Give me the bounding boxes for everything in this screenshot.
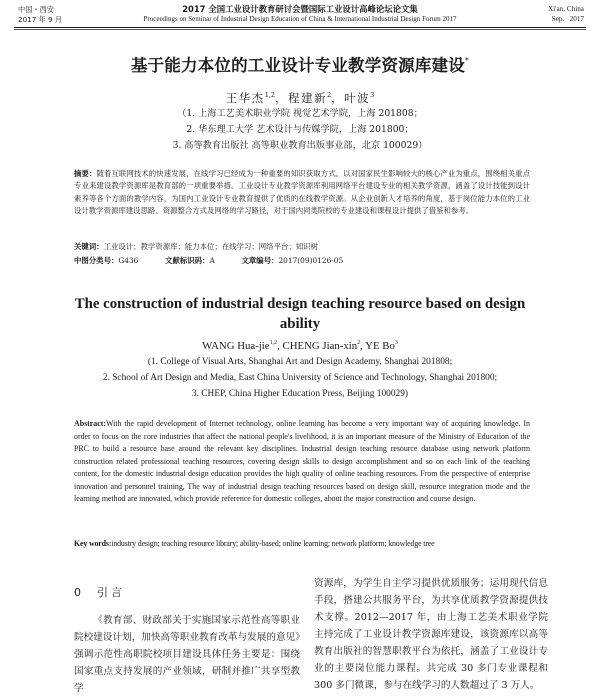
affiliation-cn-3: 3. 高等教育出版社 高等职业教育出版事业部，北京 100029） bbox=[172, 140, 428, 151]
keywords-cn-text: 工业设计；教学资源库；能力本位；在线学习；网络平台；知识树 bbox=[103, 242, 318, 251]
classification-line bbox=[74, 255, 530, 267]
author-en-1: WANG Hua-jie bbox=[202, 340, 270, 352]
clc-label: 中图分类号： bbox=[74, 256, 119, 265]
header-rule-thin bbox=[14, 29, 586, 30]
author-en-3: YE Bo bbox=[365, 340, 395, 352]
author-cn-1: 王华杰 bbox=[225, 91, 265, 105]
paper-title-en: The construction of industrial design teaching resource based on design ability bbox=[74, 296, 526, 332]
section-heading-intro bbox=[74, 584, 125, 600]
affiliation-en-2: 2. School of Art Design and Media, East China University of Science and Technology, Shanghai 201800; bbox=[102, 373, 498, 383]
affiliation-en-1: (1. College of Visual Arts, Shanghai Art and Design Academy, Shanghai 201808; bbox=[147, 357, 453, 367]
section-number: 0 bbox=[74, 586, 84, 599]
author-en-3-sup: 3 bbox=[394, 340, 398, 346]
header-proceedings-cn: 2017 全国工业设计教育研讨会暨国际工业设计高峰论坛论文集 bbox=[182, 4, 418, 14]
affiliation-cn-2: 2. 华东理工大学 艺术设计与传媒学院，上海 201800； bbox=[186, 124, 414, 135]
title-cn-text: 基于能力本位的工业设计专业教学资源库建设 bbox=[130, 56, 465, 75]
abstract-cn bbox=[74, 168, 530, 218]
clc-value: G436 bbox=[118, 256, 139, 265]
header-rule bbox=[14, 27, 586, 28]
header-location: 中国・西安 bbox=[18, 5, 54, 14]
author-cn-3-sup: 3 bbox=[370, 91, 375, 99]
article-no-label: 文章编号： bbox=[241, 256, 279, 265]
abstract-en-label: Abstract: bbox=[74, 419, 106, 428]
abstract-en bbox=[74, 418, 530, 506]
paper-title-cn bbox=[0, 52, 600, 76]
author-cn-3: 叶波 bbox=[344, 91, 371, 105]
keywords-cn-label: 关键词： bbox=[74, 242, 104, 251]
body-column-right: 资源库，为学生自主学习提供优质服务；运用现代信息手段，搭建公共服务平台，为共享优质教学资源提供技术支撑。2012—2017 年，由上海工艺美术职业学院主持完成了工业设计教学资源库建设，该资源库以高等教育出版社的智慧职教平台为依托，涵盖了工业设计专业的主要岗位能力课程。共完成 30 多门专业课程和 300 多门微课，参与在线学习的人数超过了 3 万人。 bbox=[314, 578, 548, 691]
doc-code-value: A bbox=[209, 256, 215, 265]
keywords-cn bbox=[74, 241, 530, 253]
header-city-en: Xi'an, China bbox=[547, 5, 584, 13]
article-no-value: 2017(09)0126-05 bbox=[278, 256, 344, 265]
author-cn-1-sup: 1,2 bbox=[264, 91, 276, 99]
author-en-2-sup: 2 bbox=[357, 340, 361, 346]
keywords-en-label: Key words: bbox=[74, 539, 112, 548]
affiliation-cn-1: （1. 上海工艺美术职业学院 视觉艺术学院，上海 201808； bbox=[177, 108, 423, 119]
keywords-en-text: industry design; teaching resource library; ability-based; online learning; network platform; knowledge tree bbox=[111, 539, 435, 548]
author-cn-2-sup: 2 bbox=[327, 91, 332, 99]
keywords-en bbox=[74, 538, 530, 551]
abstract-en-text: With the rapid development of Internet technology, online learning has become a very important way of acquiring knowledge. In order to focus on the core industries that affect the national people's livelihood, it is an important measure of the Ministry of Education of the PRC to build a resource base around the relevant key disciplines. Industrial design teaching resource database using network platform construction related professional teaching resources, covering design skills to design accomplishment and so on each link of the teaching content, for the domestic industrial design education provides the high quality of online teaching resources. From the perspective of enterprise innovation and personnel training, The way of industrial design teaching resources based on design skill, resource integration mode and the learning method are innovated, which provide reference for domestic colleges, about the major construction and course design. bbox=[74, 419, 530, 503]
author-en-1-sup: 1,2 bbox=[269, 340, 278, 346]
doc-code-label: 文献标识码： bbox=[165, 256, 210, 265]
header-proceedings-en: Proceedings on Seminar of Industrial Design Education of China & International Industrial Design Forum 2017 bbox=[143, 15, 457, 23]
authors-en: WANG Hua-jie$^{1,2}$, CHENG Jian-xin$^2$, YE Bo$^3$ bbox=[202, 340, 398, 352]
author-cn-2: 程建新 bbox=[288, 91, 328, 105]
abstract-cn-label: 摘要： bbox=[74, 169, 97, 178]
header-date: 2017 年 9 月 bbox=[18, 15, 63, 24]
abstract-cn-text: 随着互联网技术的快速发展，在线学习已经成为一种重要的知识获取方式。以对国家民生影响较大的核心产业为重点，围绕相关重点专业来建设教学资源库是教育部的一项重要举措。工业设计专业教学资源库利用网络平台建设专业的相关教学资源，涵盖了设计技能到设计素养等各个方面的教学内容，为国内工业设计专业教育提供了优质的在线教学资源。从企业创新人才培养的角度，基于岗位能力本位的工业设计教学资源库建设思路、资源整合方式及网络的学习路径，对于国内同类院校的专业建设和课程设计提供了借鉴和参考。 bbox=[74, 169, 530, 216]
author-en-2: CHENG Jian-xin bbox=[282, 340, 358, 352]
affiliation-en-3: 3. CHEP, China Higher Education Press, Beijing 100029) bbox=[191, 389, 409, 399]
authors-cn: 王华杰$^{1,2}$，程建新$^2$，叶波$^3$ bbox=[225, 91, 375, 105]
body-column-left: 《教育部、财政部关于实施国家示范性高等职业院校建设计划，加快高等职业教育改革与发展的意见》强调示范性高职院校项目建设具体任务主要是：围绕国家重点支持发展的产业领域，研制并推广共享型教学 bbox=[74, 615, 300, 694]
header-date-en: Sep. 2017 bbox=[551, 15, 584, 23]
section-title: 引言 bbox=[97, 586, 125, 599]
title-footnote-mark: * bbox=[464, 56, 470, 65]
